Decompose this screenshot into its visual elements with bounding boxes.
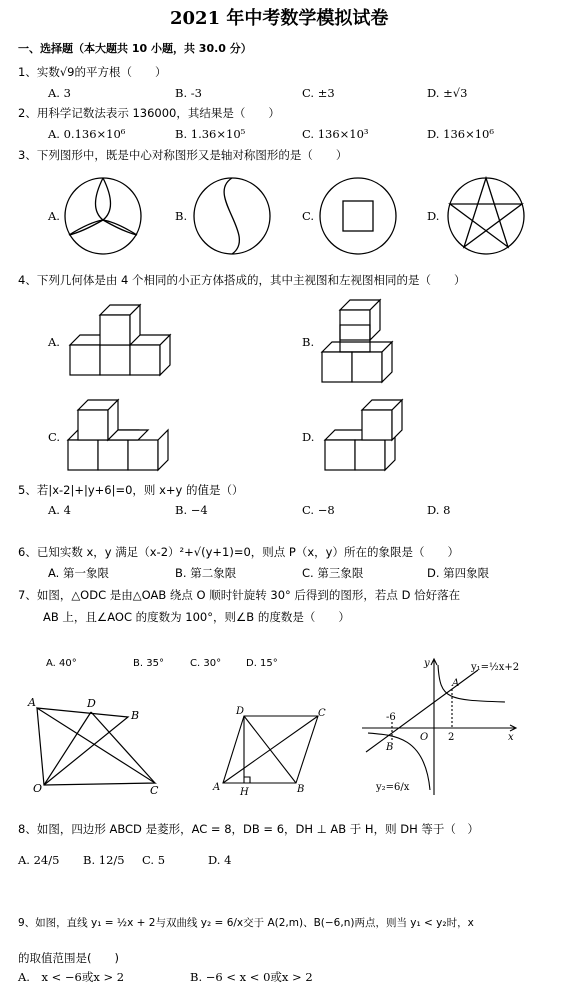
q8-stem: 8、如图，四边形 ABCD 是菱形，AC = 8，DB = 6，DH ⊥ AB 于 H，则 DH 等于（ ） — [18, 822, 479, 836]
q6-option-b: B. 第二象限 — [175, 566, 237, 580]
q4-option-b: B. — [302, 335, 315, 349]
q6-stem: 6、已知实数 x，y 满足（x-2）²+√(y+1)=0，则点 P（x，y）所在的象限是（ ） — [18, 545, 459, 559]
q4-option-a: A. — [48, 335, 60, 349]
fig8-label-h: H — [240, 787, 249, 798]
fig9-label-x: x — [508, 732, 514, 743]
q7-stem-line1: 7、如图，△ODC 是由△OAB 绕点 O 顺时针旋转 30° 后得到的图形，若点 D 恰好落在 — [18, 588, 461, 602]
fig7-label-a: A — [28, 696, 36, 709]
q5-option-d: D. 8 — [427, 503, 451, 517]
q2-stem: 2、用科学记数法表示 136000，其结果是（ ） — [18, 106, 280, 120]
q2-option-b: B. 1.36×10⁵ — [175, 127, 246, 141]
q5-option-c: C. −8 — [302, 503, 335, 517]
q5-stem: 5、若|x-2|+|y+6|=0，则 x+y 的值是（） — [18, 483, 244, 497]
q7-option-a: A. 40° — [46, 658, 77, 669]
q8-option-b: B. 12/5 — [83, 853, 125, 867]
fig7-label-b: B — [131, 709, 140, 722]
q9-option-a: A. x < −6或x > 2 — [18, 970, 125, 984]
q4-stem: 4、下列几何体是由 4 个相同的小正方体搭成的，其中主视图和左视图相同的是（ ） — [18, 273, 466, 287]
page-title: 2021 年中考数学模拟试卷 — [170, 8, 389, 29]
q3-stem: 3、下列图形中，既是中心对称图形又是轴对称图形的是（ ） — [18, 148, 348, 162]
q9-stem-line1: 9、如图，直线 y₁ = ½x + 2与双曲线 y₂ = 6/x交于 A(2,m)、B(−6,n)两点，则当 y₁ < y₂时，x — [18, 917, 474, 929]
q1-stem: 1、实数√9的平方根（ ） — [18, 65, 167, 79]
q8-option-c: C. 5 — [142, 853, 166, 867]
q5-option-a: A. 4 — [48, 503, 71, 517]
fig9-curve-label: y₂=6/x — [376, 782, 410, 793]
q7-option-c: C. 30° — [190, 658, 222, 669]
q8-option-d: D. 4 — [208, 853, 232, 867]
fig9-tick-neg6: -6 — [386, 712, 396, 723]
q6-option-d: D. 第四象限 — [427, 566, 490, 580]
q1-option-a: A. 3 — [48, 86, 71, 100]
q2-option-d: D. 136×10⁶ — [427, 127, 494, 141]
fig7-label-o: O — [33, 782, 43, 795]
fig9-label-y: y — [424, 658, 430, 669]
q9-stem-line2: 的取值范围是( ) — [18, 951, 119, 965]
fig7-label-d: D — [87, 697, 96, 710]
q7-stem-line2: AB 上，且∠AOC 的度数为 100°，则∠B 的度数是（ ） — [43, 610, 350, 624]
q1-option-c: C. ±3 — [302, 86, 335, 100]
q7-option-d: D. 15° — [246, 658, 278, 669]
fig9-label-a: A — [452, 678, 460, 689]
fig8-label-b: B — [297, 784, 305, 795]
fig9-label-b: B — [386, 742, 394, 753]
q2-option-c: C. 136×10³ — [302, 127, 369, 141]
fig8-label-c: C — [318, 708, 326, 719]
fig9-tick-2: 2 — [448, 732, 455, 743]
q1-option-b: B. -3 — [175, 86, 202, 100]
q2-option-a: A. 0.136×10⁶ — [48, 127, 126, 141]
q4-option-c: C. — [48, 430, 61, 444]
q6-option-c: C. 第三象限 — [302, 566, 364, 580]
q9-option-b: B. −6 < x < 0或x > 2 — [190, 970, 313, 984]
fig8-label-d: D — [236, 706, 245, 717]
q1-option-d: D. ±√3 — [427, 86, 468, 100]
q3-option-c: C. — [302, 209, 315, 223]
fig9-line-label: y₁=½x+2 — [471, 662, 520, 673]
q6-option-a: A. 第一象限 — [48, 566, 109, 580]
fig7-label-c: C — [150, 784, 159, 797]
fig9-label-o: O — [420, 732, 429, 743]
section-heading: 一、选择题（本大题共 10 小题，共 30.0 分） — [18, 42, 252, 55]
fig8-label-a: A — [213, 782, 221, 793]
q5-option-b: B. −4 — [175, 503, 208, 517]
q3-option-a: A. — [48, 209, 60, 223]
q7-option-b: B. 35° — [133, 658, 164, 669]
q8-option-a: A. 24/5 — [18, 853, 60, 867]
q3-option-b: B. — [175, 209, 188, 223]
q4-option-d: D. — [302, 430, 315, 444]
q3-option-d: D. — [427, 209, 440, 223]
